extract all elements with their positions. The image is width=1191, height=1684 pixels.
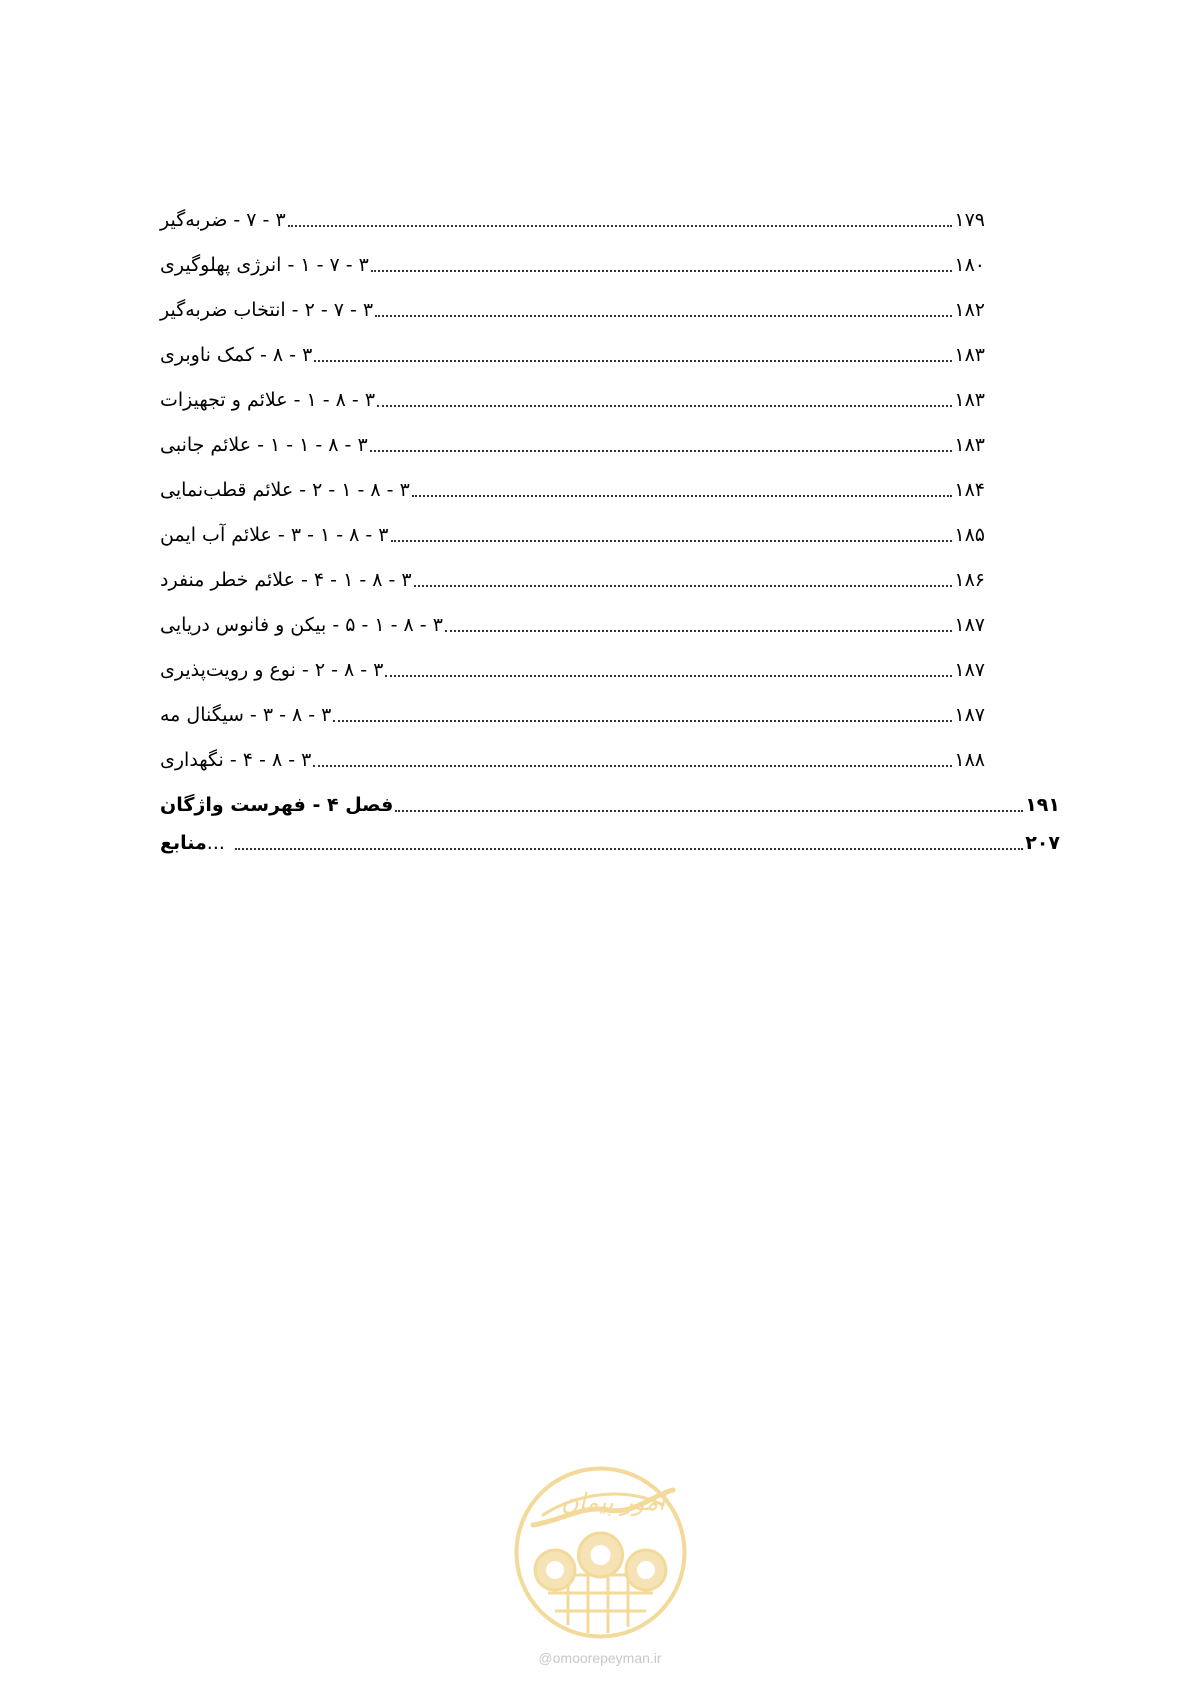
toc-entry-title: ۳ - ۸ - ۴ - نگهداری (160, 749, 312, 771)
toc-leader-dots (375, 314, 952, 317)
toc-leader-dots (371, 269, 952, 272)
toc-entry[interactable] (160, 465, 985, 505)
toc-entry-page: ۱۸۲ (954, 299, 985, 321)
toc-entry-title: ۳ - ۷ - ۲ - انتخاب ضربه‌گیر (160, 299, 374, 321)
toc-chapter-title: فصل ۴ - فهرست واژگان (160, 794, 394, 816)
toc-leader-dots (370, 449, 953, 452)
toc-entry-page: ۱۸۳ (954, 389, 985, 411)
toc-entry-title: ۳ - ۸ - ۱ - ۴ - علائم خطر منفرد (160, 569, 412, 591)
logo-text: امور پیمان (561, 1488, 665, 1516)
toc-entry-title: ۳ - ۷ - ۱ - انرژی پهلوگیری (160, 254, 369, 276)
toc-entry-page: ۱۸۶ (954, 569, 985, 591)
toc-chapter-page: ۱۹۱ (1025, 794, 1060, 816)
toc-entry-page: ۱۸۰ (954, 254, 985, 276)
toc-leader-dots (377, 404, 952, 407)
toc-leader-dots (414, 584, 953, 587)
toc-leader-dots (333, 719, 952, 722)
toc-sources-page: ۲۰۷ (1025, 832, 1060, 854)
toc-entry-title: ۳ - ۸ - ۱ - ۱ - علائم جانبی (160, 434, 368, 456)
toc-leader-dots (412, 494, 953, 497)
toc-entry-page: ۱۸۳ (954, 344, 985, 366)
toc-entry-page: ۱۸۳ (954, 434, 985, 456)
toc-entry[interactable] (160, 330, 985, 370)
toc-leader-dots (235, 847, 1023, 850)
toc-leader-dots (314, 359, 952, 362)
toc-leader-dots (288, 224, 953, 227)
toc-entry-title: ۳ - ۸ - ۲ - نوع و رویت‌پذیری (160, 659, 384, 681)
toc-entry-page: ۱۷۹ (954, 209, 985, 231)
toc-entry-title: ۳ - ۸ - ۱ - ۵ - بیکن و فانوس دریایی (160, 614, 443, 636)
toc-sources-title: منابع (160, 832, 207, 854)
toc-entry-page: ۱۸۷ (954, 704, 985, 726)
toc-entry[interactable] (160, 285, 985, 325)
toc-entry[interactable] (160, 735, 985, 775)
toc-entry[interactable] (160, 600, 985, 640)
toc-entry[interactable] (160, 510, 985, 550)
toc-entry[interactable] (160, 645, 985, 685)
toc-entry-title: ۳ - ۸ - ۱ - ۲ - علائم قطب‌نمایی (160, 479, 410, 501)
toc-entry-page: ۱۸۵ (954, 524, 985, 546)
toc-leader-dots (395, 809, 1023, 812)
toc-entry-title: ۳ - ۸ - ۱ - ۳ - علائم آب ایمن (160, 524, 389, 546)
toc-leader-dots (445, 629, 952, 632)
toc-entry[interactable] (160, 240, 985, 280)
toc-entry-page: ۱۸۷ (954, 614, 985, 636)
toc-entry[interactable] (160, 690, 985, 730)
toc-leader-dots (391, 539, 953, 542)
toc-entry-page: ۱۸۷ (954, 659, 985, 681)
toc-sources-gap: ... (206, 832, 225, 854)
toc-entry[interactable] (160, 555, 985, 595)
toc-chapter-entry[interactable] (160, 780, 1060, 820)
toc-entry-title: ۳ - ۸ - ۱ - علائم و تجهیزات (160, 389, 376, 411)
toc-sources-entry[interactable] (160, 818, 1060, 858)
toc-entry[interactable] (160, 375, 985, 415)
toc-entry[interactable] (160, 195, 985, 235)
toc-entry[interactable] (160, 420, 985, 460)
toc-entry-title: ۳ - ۸ - ۳ - سیگنال مه (160, 704, 332, 726)
watermark-url: @omoorepeyman.ir (538, 1650, 662, 1666)
toc-entry-title: ۳ - ۷ - ضربه‌گیر (160, 209, 286, 231)
toc-leader-dots (313, 764, 952, 767)
toc-entry-page: ۱۸۴ (954, 479, 985, 501)
omoorepeyman-logo-icon (513, 1465, 688, 1640)
toc-entry-page: ۱۸۸ (954, 749, 985, 771)
toc-leader-dots (385, 674, 952, 677)
toc-entry-title: ۳ - ۸ - کمک ناوبری (160, 344, 313, 366)
